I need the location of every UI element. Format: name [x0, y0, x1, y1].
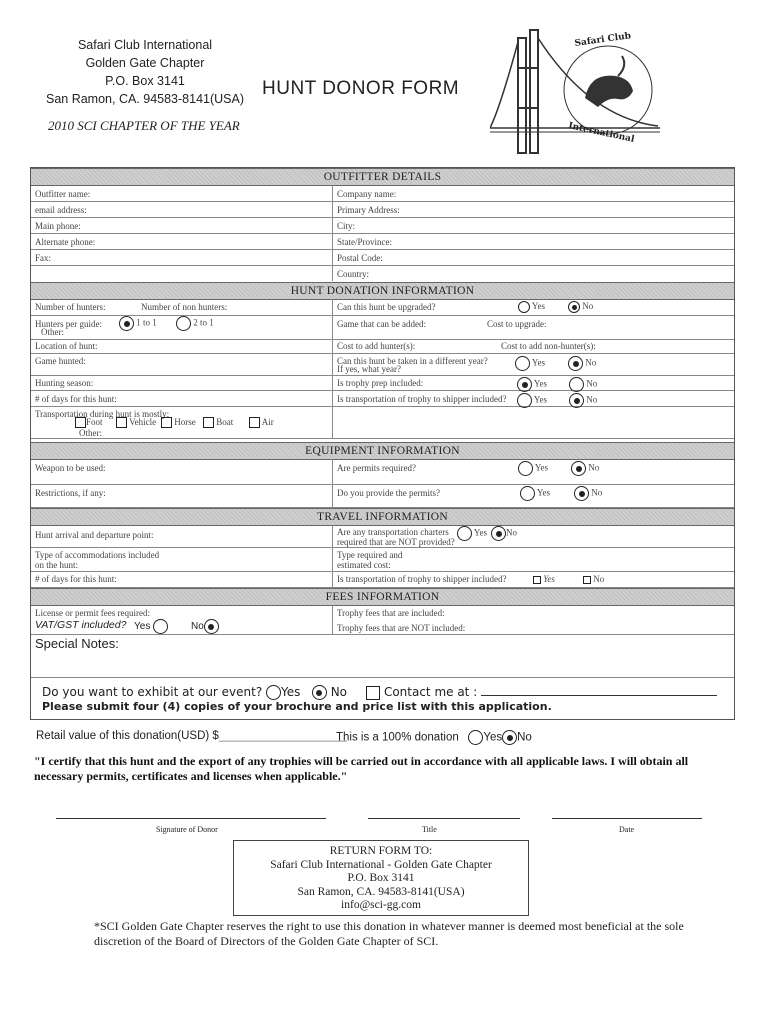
restrictions-field[interactable]: Restrictions, if any: [35, 488, 106, 498]
exhibit-yes-label: Yes [281, 685, 301, 699]
vat-no[interactable]: No [191, 619, 219, 634]
date-label: Date [619, 825, 635, 834]
outfitter-name-field[interactable]: Outfitter name: [35, 189, 91, 199]
transport-boat[interactable]: Boat [203, 417, 233, 428]
upgrade-question: Can this hunt be upgraded? [337, 302, 436, 312]
trophy-shipper-question: Is transportation of trophy to shipper included? [337, 394, 507, 404]
special-notes-label: Special Notes: [35, 636, 119, 651]
vat-yes[interactable]: Yes [134, 619, 168, 634]
radio-selected-icon[interactable] [204, 619, 219, 634]
radio-selected-icon[interactable] [574, 486, 589, 501]
transport-other-field[interactable]: Other: [79, 428, 102, 438]
trophy-prep-question: Is trophy prep included: [337, 378, 424, 388]
type-required-field[interactable]: Type required and estimated cost: [337, 550, 403, 570]
section-hunt-donation: HUNT DONATION INFORMATION [31, 282, 734, 300]
radio-selected-icon[interactable] [491, 526, 506, 541]
return-address-box [233, 840, 529, 916]
transport-vehicle[interactable]: Vehicle [116, 417, 156, 428]
company-name-field[interactable]: Company name: [337, 189, 397, 199]
checkbox-icon[interactable] [203, 417, 214, 428]
full-donation-question: This is a 100% donation Yes No [336, 731, 532, 744]
diff-year-yes[interactable]: Yes [515, 356, 545, 371]
logo-bottom-text: International [567, 121, 636, 145]
bridge-ram-logo-icon [490, 28, 660, 156]
primary-address-field[interactable]: Primary Address: [337, 205, 400, 215]
radio-selected-icon[interactable] [569, 393, 584, 408]
permits-required-no[interactable]: No [571, 461, 599, 476]
game-added-field[interactable]: Game that can be added: [337, 319, 426, 329]
section-fees: FEES INFORMATION [31, 588, 734, 606]
radio-icon[interactable] [520, 486, 535, 501]
guide-two-to-one[interactable]: 2 to 1 [176, 316, 214, 331]
checkbox-icon[interactable] [116, 417, 127, 428]
cost-upgrade-field[interactable]: Cost to upgrade: [487, 319, 547, 329]
provide-permits-yes[interactable]: Yes [520, 486, 550, 501]
title-label: Title [422, 825, 437, 834]
travel-trophy-no[interactable]: No [583, 574, 604, 584]
vat-question: VAT/GST included? [35, 619, 127, 631]
full-donation-yes-radio-icon[interactable] [468, 730, 483, 745]
return-email[interactable]: info@sci-gg.com [341, 899, 421, 911]
trophy-prep-no[interactable]: No [569, 377, 597, 392]
transport-foot[interactable]: Foot [75, 417, 103, 428]
certification-statement: "I certify that this hunt and the export of any trophies will be carried out in accordance with all applicable laws. I will obtain all necessary permits, certificates and licenses when applicable." [34, 754, 689, 783]
return-po-box: P.O. Box 3141 [347, 872, 415, 884]
game-hunted-field[interactable]: Game hunted: [35, 356, 86, 366]
trophy-prep-yes[interactable]: Yes [517, 377, 547, 392]
donor-form-table [30, 167, 735, 720]
state-field[interactable]: State/Province: [337, 237, 392, 247]
city-field[interactable]: City: [337, 221, 356, 231]
contact-line[interactable] [481, 695, 717, 696]
radio-icon[interactable] [569, 377, 584, 392]
chapter-award: 2010 SCI CHAPTER OF THE YEAR [48, 118, 240, 133]
cost-add-non-hunters-field[interactable]: Cost to add non-hunter(s): [501, 341, 596, 351]
charters-question: Are any transportation charters required that are NOT provided? [337, 527, 455, 547]
permits-required-yes[interactable]: Yes [518, 461, 548, 476]
country-field[interactable]: Country: [337, 269, 370, 279]
hunting-season-field[interactable]: Hunting season: [35, 378, 94, 388]
travel-trophy-shipper-question: Is transportation of trophy to shipper included? [337, 574, 507, 584]
fax-field[interactable]: Fax: [35, 253, 52, 263]
exhibit-question: Do you want to exhibit at our event? Yes No Contact me at : [42, 685, 478, 699]
full-donation-yes-label: Yes [483, 731, 503, 744]
checkbox-icon[interactable] [249, 417, 260, 428]
main-phone-field[interactable]: Main phone: [35, 221, 81, 231]
provide-permits-question: Do you provide the permits? [337, 488, 440, 498]
org-name: Safari Club International [77, 38, 213, 52]
charters-yes[interactable]: Yes [457, 526, 487, 541]
trophy-shipper-yes[interactable]: Yes [517, 393, 547, 408]
trophy-fees-not-included-field[interactable]: Trophy fees that are NOT included: [337, 623, 466, 633]
form-title: HUNT DONOR FORM [262, 78, 460, 99]
radio-selected-icon[interactable] [517, 377, 532, 392]
return-city: San Ramon, CA. 94583-8141(USA) [297, 885, 465, 898]
checkbox-icon[interactable] [161, 417, 172, 428]
transport-label: Transportation during hunt is mostly: [35, 409, 170, 419]
email-field[interactable]: email address: [35, 205, 87, 215]
section-equipment: EQUIPMENT INFORMATION [31, 442, 734, 460]
travel-trophy-yes[interactable]: Yes [533, 574, 555, 584]
full-donation-no-label: No [517, 731, 532, 744]
transport-air[interactable]: Air [249, 417, 274, 428]
num-non-hunters-field[interactable]: Number of non hunters: [141, 302, 228, 312]
provide-permits-no[interactable]: No [574, 486, 602, 501]
radio-icon[interactable] [518, 461, 533, 476]
cost-add-hunters-field[interactable]: Cost to add hunter(s): [337, 341, 416, 351]
submit-instructions: Please submit four (4) copies of your brochure and price list with this application. [42, 700, 552, 713]
location-field[interactable]: Location of hunt: [35, 341, 98, 351]
radio-selected-icon[interactable] [568, 356, 583, 371]
different-year-question: Can this hunt be taken in a different year? [337, 356, 488, 366]
diff-year-no[interactable]: No [568, 356, 596, 371]
chapter-name: Golden Gate Chapter [85, 56, 205, 70]
disclaimer: *SCI Golden Gate Chapter reserves the right to use this donation in whatever manner is deemed most beneficial at the sole discretion of the Board of Directors of the Golden Gate Chapter of SCI. [94, 919, 684, 948]
upgrade-no[interactable]: No [568, 301, 593, 313]
transport-horse[interactable]: Horse [161, 417, 196, 428]
radio-selected-icon[interactable] [568, 301, 580, 313]
radio-icon[interactable] [517, 393, 532, 408]
section-travel: TRAVEL INFORMATION [31, 508, 734, 526]
upgrade-yes[interactable]: Yes [518, 301, 545, 313]
table-row [31, 217, 734, 234]
return-heading: RETURN FORM TO: [329, 845, 433, 857]
charters-no[interactable]: No [491, 526, 517, 541]
permits-required-question: Are permits required? [337, 463, 416, 473]
hunters-per-guide-label: Hunters per guide: [35, 319, 102, 329]
if-yes-year-field[interactable]: If yes, what year? [337, 364, 401, 374]
guide-other-field[interactable]: Other: [41, 327, 64, 337]
radio-icon[interactable] [176, 316, 191, 331]
contact-label: Contact me at : [383, 685, 478, 699]
special-notes-area[interactable] [31, 634, 734, 678]
arrival-departure-field[interactable]: Hunt arrival and departure point: [35, 530, 154, 540]
radio-icon[interactable] [518, 301, 530, 313]
full-donation-no-radio-icon[interactable] [502, 730, 517, 745]
weapon-field[interactable]: Weapon to be used: [35, 463, 106, 473]
date-line[interactable] [552, 818, 702, 819]
accommodations-field[interactable]: Type of accommodations included on the hunt: [35, 550, 160, 570]
exhibit-yes-radio-icon[interactable] [266, 685, 281, 700]
radio-selected-icon[interactable] [119, 316, 134, 331]
exhibit-no-label: No [330, 685, 348, 699]
city-line: San Ramon, CA. 94583-8141(USA) [45, 92, 245, 106]
exhibit-no-radio-icon[interactable] [312, 685, 327, 700]
organization-address [40, 36, 250, 108]
radio-selected-icon[interactable] [571, 461, 586, 476]
po-box: P.O. Box 3141 [105, 74, 185, 88]
radio-icon[interactable] [515, 356, 530, 371]
contact-checkbox-icon[interactable] [366, 686, 380, 700]
title-line[interactable] [368, 818, 520, 819]
trophy-fees-included-field[interactable]: Trophy fees that are included: [337, 608, 445, 618]
section-outfitter-details: OUTFITTER DETAILS [31, 168, 734, 186]
checkbox-icon[interactable] [75, 417, 86, 428]
trophy-shipper-no[interactable]: No [569, 393, 597, 408]
retail-value-field[interactable]: Retail value of this donation(USD) $____________________ [36, 730, 347, 742]
signature-label: Signature of Donor [156, 825, 218, 834]
checkbox-icon[interactable] [583, 576, 591, 584]
logo-top-text: Safari Club [574, 31, 632, 49]
return-org: Safari Club International - Golden Gate Chapter [270, 858, 492, 871]
radio-icon[interactable] [457, 526, 472, 541]
postal-code-field[interactable]: Postal Code: [337, 253, 383, 263]
radio-icon[interactable] [153, 619, 168, 634]
guide-one-to-one[interactable]: 1 to 1 [119, 316, 157, 331]
hunt-days-field[interactable]: # of days for this hunt: [35, 394, 117, 404]
travel-days-field[interactable]: # of days for this hunt: [35, 574, 117, 584]
license-fees-field[interactable]: License or permit fees required: [35, 608, 150, 618]
checkbox-icon[interactable] [533, 576, 541, 584]
alt-phone-field[interactable]: Alternate phone: [35, 237, 96, 247]
signature-line[interactable] [56, 818, 326, 819]
num-hunters-field[interactable]: Number of hunters: [35, 302, 106, 312]
